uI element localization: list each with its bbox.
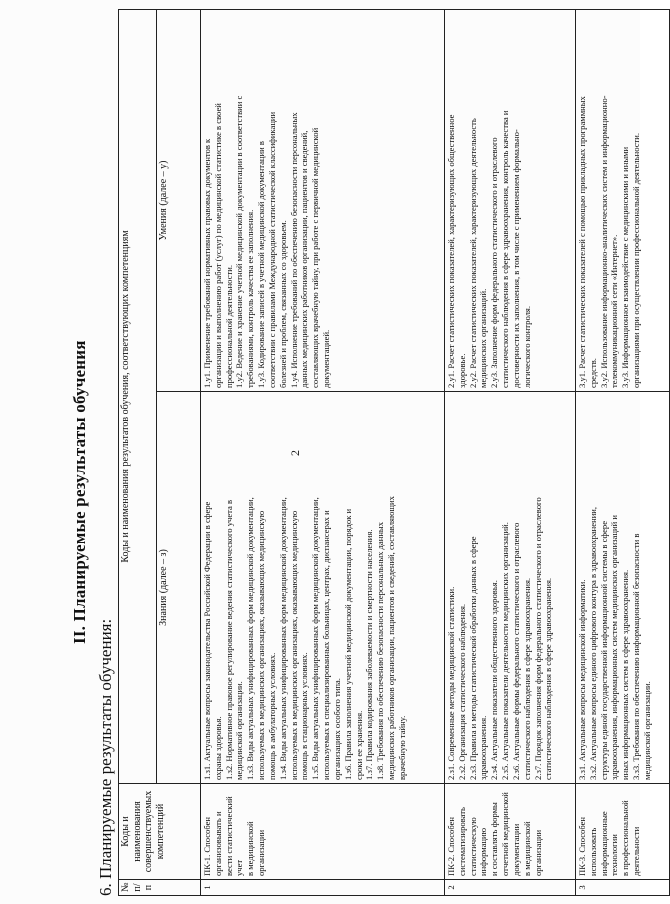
text-line: помощь в амбулаторных условиях. <box>266 652 277 780</box>
text-line: 1.у1. Применение требований нормативных правовых документов к <box>202 138 212 388</box>
text-line: статистического наблюдения в сфере здравоохранения. <box>543 577 554 780</box>
text-line: 2.з3. Правила и методы статистической обработки данных в сфере <box>467 536 478 780</box>
text-line: используемых в медицинских организациях, оказывающих медицинскую <box>288 510 299 780</box>
text-line: логического контроля. <box>521 305 532 388</box>
text-line: составляющих врачебную тайну, при работе с первичной медицинской <box>310 127 321 388</box>
text-line: организовывать и <box>212 811 223 876</box>
header-results: Коды и наименования результатов обучения, соответствующих компетенциям <box>119 9 157 783</box>
text-line: телекоммуникационной сети «Интернет». <box>609 234 620 388</box>
text-line: 2.у2. Расчет статистических показателей, характеризующих деятельность <box>467 118 478 388</box>
row-number: 1 <box>201 880 445 896</box>
text-line: 3.у3. Информационное взаимодействие с медицинскими и иными <box>620 146 631 388</box>
text-line: используемых в медицинских организациях, оказывающих медицинскую <box>256 510 267 780</box>
page-number: 2 <box>288 450 302 456</box>
text-line: учет <box>234 859 245 876</box>
competence-cell <box>445 784 576 880</box>
text-line: 1.з8. Требования по обеспечению безопасности персональных данных <box>375 521 386 780</box>
text-line: соответствии с правилами Международной статистической классификации <box>266 111 277 388</box>
text-line: иных информационных систем в сфере здравоохранения. <box>620 569 631 780</box>
text-line: использовать <box>587 827 598 876</box>
row-number: 2 <box>445 880 576 896</box>
text-line: 1.у2. Ведение и хранение учетной медицинской документации в соответствии с <box>234 95 245 388</box>
header-competence: Коды и наименования совершенствуемых компетенций <box>119 784 201 880</box>
text-line: достоверности их заполнения, в том числе с применением формально- <box>510 129 521 388</box>
text-line: 1.у3. Кодирование записей в учетной медицинской документации в <box>256 141 267 388</box>
text-line: используемых в специализированных больницах, центрах, диспансерах и <box>321 510 332 780</box>
text-line: данных медицинских работников организации, пациентов и сведений, <box>299 130 310 388</box>
subheader-row <box>157 9 201 895</box>
text-line: организации <box>256 829 267 876</box>
results-table <box>118 9 670 896</box>
text-line: здоровье. <box>456 353 467 388</box>
text-line: организации <box>532 829 543 876</box>
knowledge-cell <box>445 392 576 784</box>
text-line: 3.з1. Актуальные вопросы медицинской информатики. <box>577 579 587 780</box>
skills-cell <box>201 9 445 391</box>
header-skills: Умения (далее – у) <box>157 9 201 391</box>
skills-cell <box>576 9 670 391</box>
text-line: статистическую <box>467 817 478 876</box>
text-line: 3.у1. Расчет статистических показателей с помощью прикладных программных <box>577 96 587 388</box>
text-line: информацию <box>478 827 489 876</box>
text-line: 2.з2. Организация статистического наблюдения. <box>456 603 467 780</box>
section-heading: II. Планируемые результаты обучения <box>70 340 89 644</box>
text-line: ПК-2. Способен <box>446 816 456 876</box>
text-line: 2.у3. Заполнение форм федерального статистического и отраслевого <box>489 137 500 388</box>
text-line: 3.з3. Требования по обеспечению информационной безопасности в <box>631 533 642 780</box>
text-line: в медицинской <box>245 821 256 876</box>
text-line: отчетной медицинской <box>500 792 511 876</box>
header-row <box>119 9 157 895</box>
text-line: 1.з5. Виды актуальных унифицированных форм медицинской документации, <box>310 497 321 780</box>
text-line: 2.з4. Актуальные показатели общественного здоровья. <box>489 580 500 780</box>
text-line: информационные <box>598 811 609 876</box>
text-line: болезней и проблем, связанных со здоровьем. <box>277 220 288 388</box>
text-line: помощь в стационарных условиях. <box>299 652 310 780</box>
text-line: медицинской организации. <box>641 681 652 780</box>
text-line: деятельности <box>631 826 642 876</box>
text-line: статистического наблюдения в сфере здравоохранения. <box>521 577 532 780</box>
text-line: и составлять формы <box>489 802 500 876</box>
text-line: профессиональной деятельности. <box>223 265 234 388</box>
text-line: сроки ее хранения. <box>353 710 364 780</box>
text-line: средств. <box>587 358 598 388</box>
text-line: здравоохранения. <box>478 715 489 780</box>
text-line: организации и выполнению работ (услуг) по медицинской статистике в своей <box>212 103 223 388</box>
text-line: 1.з3. Виды актуальных унифицированных форм медицинской документации, <box>245 497 256 780</box>
text-line: врачебную тайну. <box>396 715 407 780</box>
text-line: 2.у1. Расчет статистических показателей, характеризующих общественное <box>446 114 456 388</box>
text-line: 2.з6. Актуальные формы федерального статистического и отраслевого <box>510 522 521 780</box>
text-line: требованиями, контроль качества ее заполнения. <box>245 209 256 388</box>
text-line: медицинских работников организации, пациентов и сведений, составляющих <box>386 496 397 780</box>
text-line: охраны здоровья. <box>212 716 223 780</box>
text-line: медицинских организаций. <box>478 288 489 388</box>
text-line: здравоохранения, информационных систем медицинских организаций и <box>609 515 620 780</box>
text-line: 1.у4. Исполнение требований по обеспечению безопасности персональных <box>288 112 299 388</box>
text-line: документацией. <box>321 329 332 388</box>
text-line: 1.з2. Нормативное правовое регулирование ведения статистического учета в <box>223 499 234 780</box>
text-line: 2.з5. Актуальные показатели деятельности медицинских организаций. <box>500 522 511 780</box>
text-line: ПК-3. Способен <box>577 816 587 876</box>
text-line: технологии <box>609 834 620 876</box>
text-line: 1.з4. Виды актуальных унифицированных форм медицинской документации, <box>277 497 288 780</box>
text-line: 2.з1. Современные методы медицинской статистики. <box>446 586 456 780</box>
text-line: 1.з1. Актуальные вопросы законодательства Российской Федерации в сфере <box>202 501 212 780</box>
text-line: 1.з6. Правила заполнения учетной медицинской документации, порядок и <box>342 508 353 780</box>
text-line: статистического наблюдения в сфере здравоохранения, контроль качества и <box>500 110 511 388</box>
table-caption: 6. Планируемые результаты обучения: <box>96 618 115 896</box>
header-knowledge: Знания (далее – з) <box>157 392 201 784</box>
text-line: вести статистический <box>223 796 234 876</box>
text-line: медицинской организации. <box>234 681 245 780</box>
text-line: систематизировать <box>456 807 467 876</box>
text-line: 3.з2. Актуальные вопросы единого цифрового контура в здравоохранении, <box>587 506 598 780</box>
row-number: 3 <box>576 880 670 896</box>
skills-cell <box>445 9 576 391</box>
knowledge-cell <box>576 392 670 784</box>
table-row <box>201 9 445 895</box>
text-line: ПК-1. Способен <box>202 816 212 876</box>
text-line: документации <box>510 823 521 876</box>
table-row <box>445 9 576 895</box>
header-num: № п/п <box>119 880 201 896</box>
text-line: 1.з7. Правила кодирования заболеваемости и смертности населения. <box>364 529 375 780</box>
text-line: 3.у2. Использование информационно-аналитических систем и информационно- <box>598 95 609 388</box>
text-line: в профессиональной <box>620 800 631 876</box>
competence-cell <box>201 784 445 880</box>
text-line: 2.з7. Порядок заполнения форм федерального статистического и отраслевого <box>532 497 543 780</box>
text-line: организациях особого типа. <box>331 678 342 780</box>
competence-cell <box>576 784 670 880</box>
text-line: структуры единой государственной информационной системы в сфере <box>598 520 609 780</box>
text-line: организациями при осуществлении профессиональной деятельности. <box>631 132 642 388</box>
knowledge-cell <box>201 392 445 784</box>
table-row <box>576 9 670 895</box>
text-line: в медицинской <box>521 821 532 876</box>
